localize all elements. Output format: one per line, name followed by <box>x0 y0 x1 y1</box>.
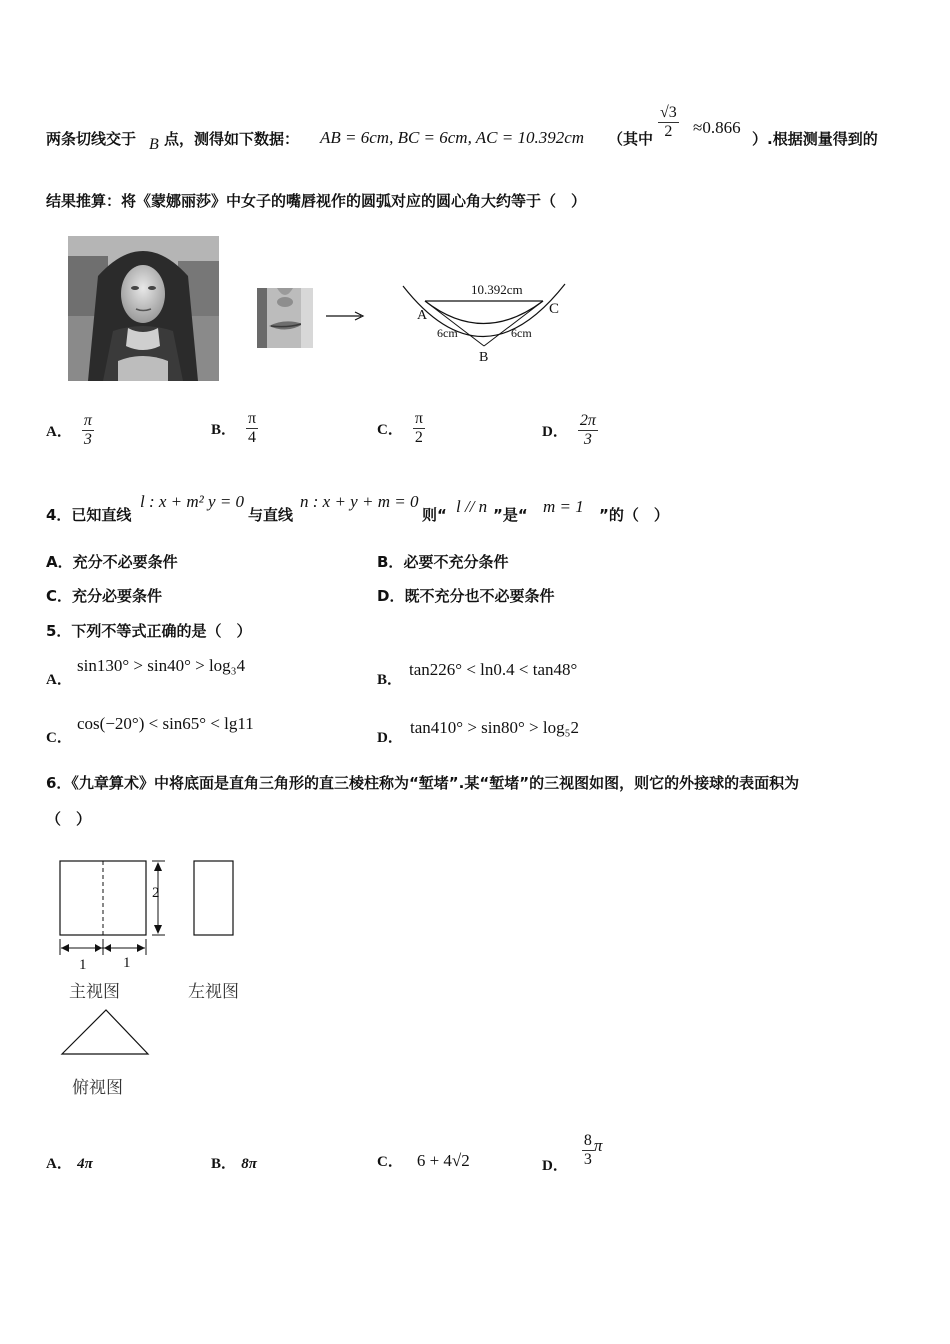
q6-top-view-triangle <box>58 1006 154 1060</box>
q6-option-d-fraction: $\frac{8}{3}$ <box>583 1132 592 1168</box>
q6-stem-line1: 6．《九章算术》中将底面是直角三角形的直三棱柱称为“堑堵”.某“堑堵”的三视图如图，则它的外接球的表面积为 <box>46 774 800 792</box>
arrow-right-icon <box>325 308 367 324</box>
q4-pre: 4．已知直线 <box>46 506 132 524</box>
q3-sqrt-fraction <box>658 104 679 141</box>
q3-option-b[interactable] <box>211 410 258 447</box>
q3-fig-ab-label: 6cm <box>437 326 458 340</box>
q6-dim-width-2: 1 <box>123 955 131 971</box>
q6-left-view-caption: 左视图 <box>188 982 239 1002</box>
option-fraction: $\frac{\pi}{4}$ <box>248 410 257 446</box>
mona-lisa-image <box>68 236 219 381</box>
q6-option-d[interactable]: D． $\frac{8}{3}$ π <box>542 1132 603 1174</box>
q3-line2: 结果推算：将《蒙娜丽莎》中女子的嘴唇视作的圆弧对应的圆心角大约等于（ ） <box>46 192 587 210</box>
q5-stem: 5．下列不等式正确的是（ ） <box>46 622 252 640</box>
q3-fig-bc-label: 6cm <box>511 326 532 340</box>
q4-line-n-equation: n : x + y + m = 0 <box>300 492 419 511</box>
q3-sqrt-num: √3 <box>660 104 677 121</box>
q6-option-c[interactable]: C． 6 + 4√2 <box>377 1150 470 1170</box>
q4-condition-parallel: l // n <box>456 497 488 516</box>
option-fraction: $\frac{\pi}{3}$ <box>83 412 92 448</box>
q5-option-c-expr: cos(−20°) < sin65° < lg11 <box>77 714 254 733</box>
q6-option-a[interactable]: A． 4π <box>46 1156 93 1172</box>
q4-option-c[interactable]: C．充分必要条件 <box>46 587 163 605</box>
q5-option-b-expr: tan226° < ln0.4 < tan48° <box>409 660 578 679</box>
option-letter: C． <box>377 422 403 438</box>
q6-option-b[interactable]: B． 8π <box>211 1156 257 1172</box>
option-letter: A． <box>46 424 72 440</box>
q6-front-view-caption: 主视图 <box>69 982 120 1002</box>
q4-condition-m: m = 1 <box>543 497 584 516</box>
option-letter: D． <box>542 424 568 440</box>
lips-image <box>257 288 313 348</box>
q3-fig-ac-label: 10.392cm <box>471 282 523 297</box>
q6-dim-height: 2 <box>152 885 160 901</box>
q4-stem <box>46 492 906 522</box>
q3-fig-point-c: C <box>549 301 560 317</box>
option-fraction: $\frac{\pi}{2}$ <box>414 410 423 446</box>
q6-stem-line2: （ ） <box>46 810 92 828</box>
q4-post: ”的（ ） <box>599 506 669 524</box>
q3-fig-point-b: B <box>479 350 489 365</box>
q3-fig-point-a: A <box>417 308 428 323</box>
q3-option-c[interactable] <box>377 410 425 447</box>
option-letter: B． <box>211 422 237 438</box>
q5-option-d-expr: tan410° > sin80° > log₅2 <box>410 718 580 737</box>
q3-line1 <box>46 104 926 160</box>
q6-top-view-caption: 俯视图 <box>72 1078 123 1098</box>
q4-line-l-equation: l : x + m² y = 0 <box>140 492 245 511</box>
q4-option-a[interactable]: A．充分不必要条件 <box>46 553 178 571</box>
q3-line1-mid: 点，测得如下数据： <box>164 130 300 148</box>
q6-option-c-expr: 6 + 4√2 <box>416 1150 470 1170</box>
q4-option-b[interactable]: B．必要不充分条件 <box>377 553 509 571</box>
q4-is: ”是“ <box>493 506 528 524</box>
q3-point-b: B <box>149 136 159 153</box>
q3-measurements: AB = 6cm, BC = 6cm, AC = 10.392cm <box>320 128 585 147</box>
q4-mid: 与直线 <box>248 506 294 524</box>
q3-arc-figure <box>395 276 575 372</box>
option-fraction: $\frac{2\pi}{3}$ <box>579 412 596 448</box>
q3-line1-pre: 两条切线交于 <box>46 130 137 148</box>
q6-three-view-lines <box>55 855 255 965</box>
q3-paren-open: （其中 <box>608 130 654 148</box>
q6-dim-width-1: 1 <box>79 957 87 973</box>
q4-option-d[interactable]: D．既不充分也不必要条件 <box>377 587 555 605</box>
q3-option-d[interactable] <box>542 412 598 449</box>
q3-sqrt-den: 2 <box>664 123 673 140</box>
q5-option-a-expr: sin130° > sin40° > log₃4 <box>77 656 246 675</box>
q3-approx: ≈0.866 <box>693 118 741 137</box>
q3-option-a[interactable] <box>46 412 94 449</box>
q4-then: 则“ <box>422 506 447 524</box>
q3-line1-post: ）.根据测量得到的 <box>752 130 878 148</box>
